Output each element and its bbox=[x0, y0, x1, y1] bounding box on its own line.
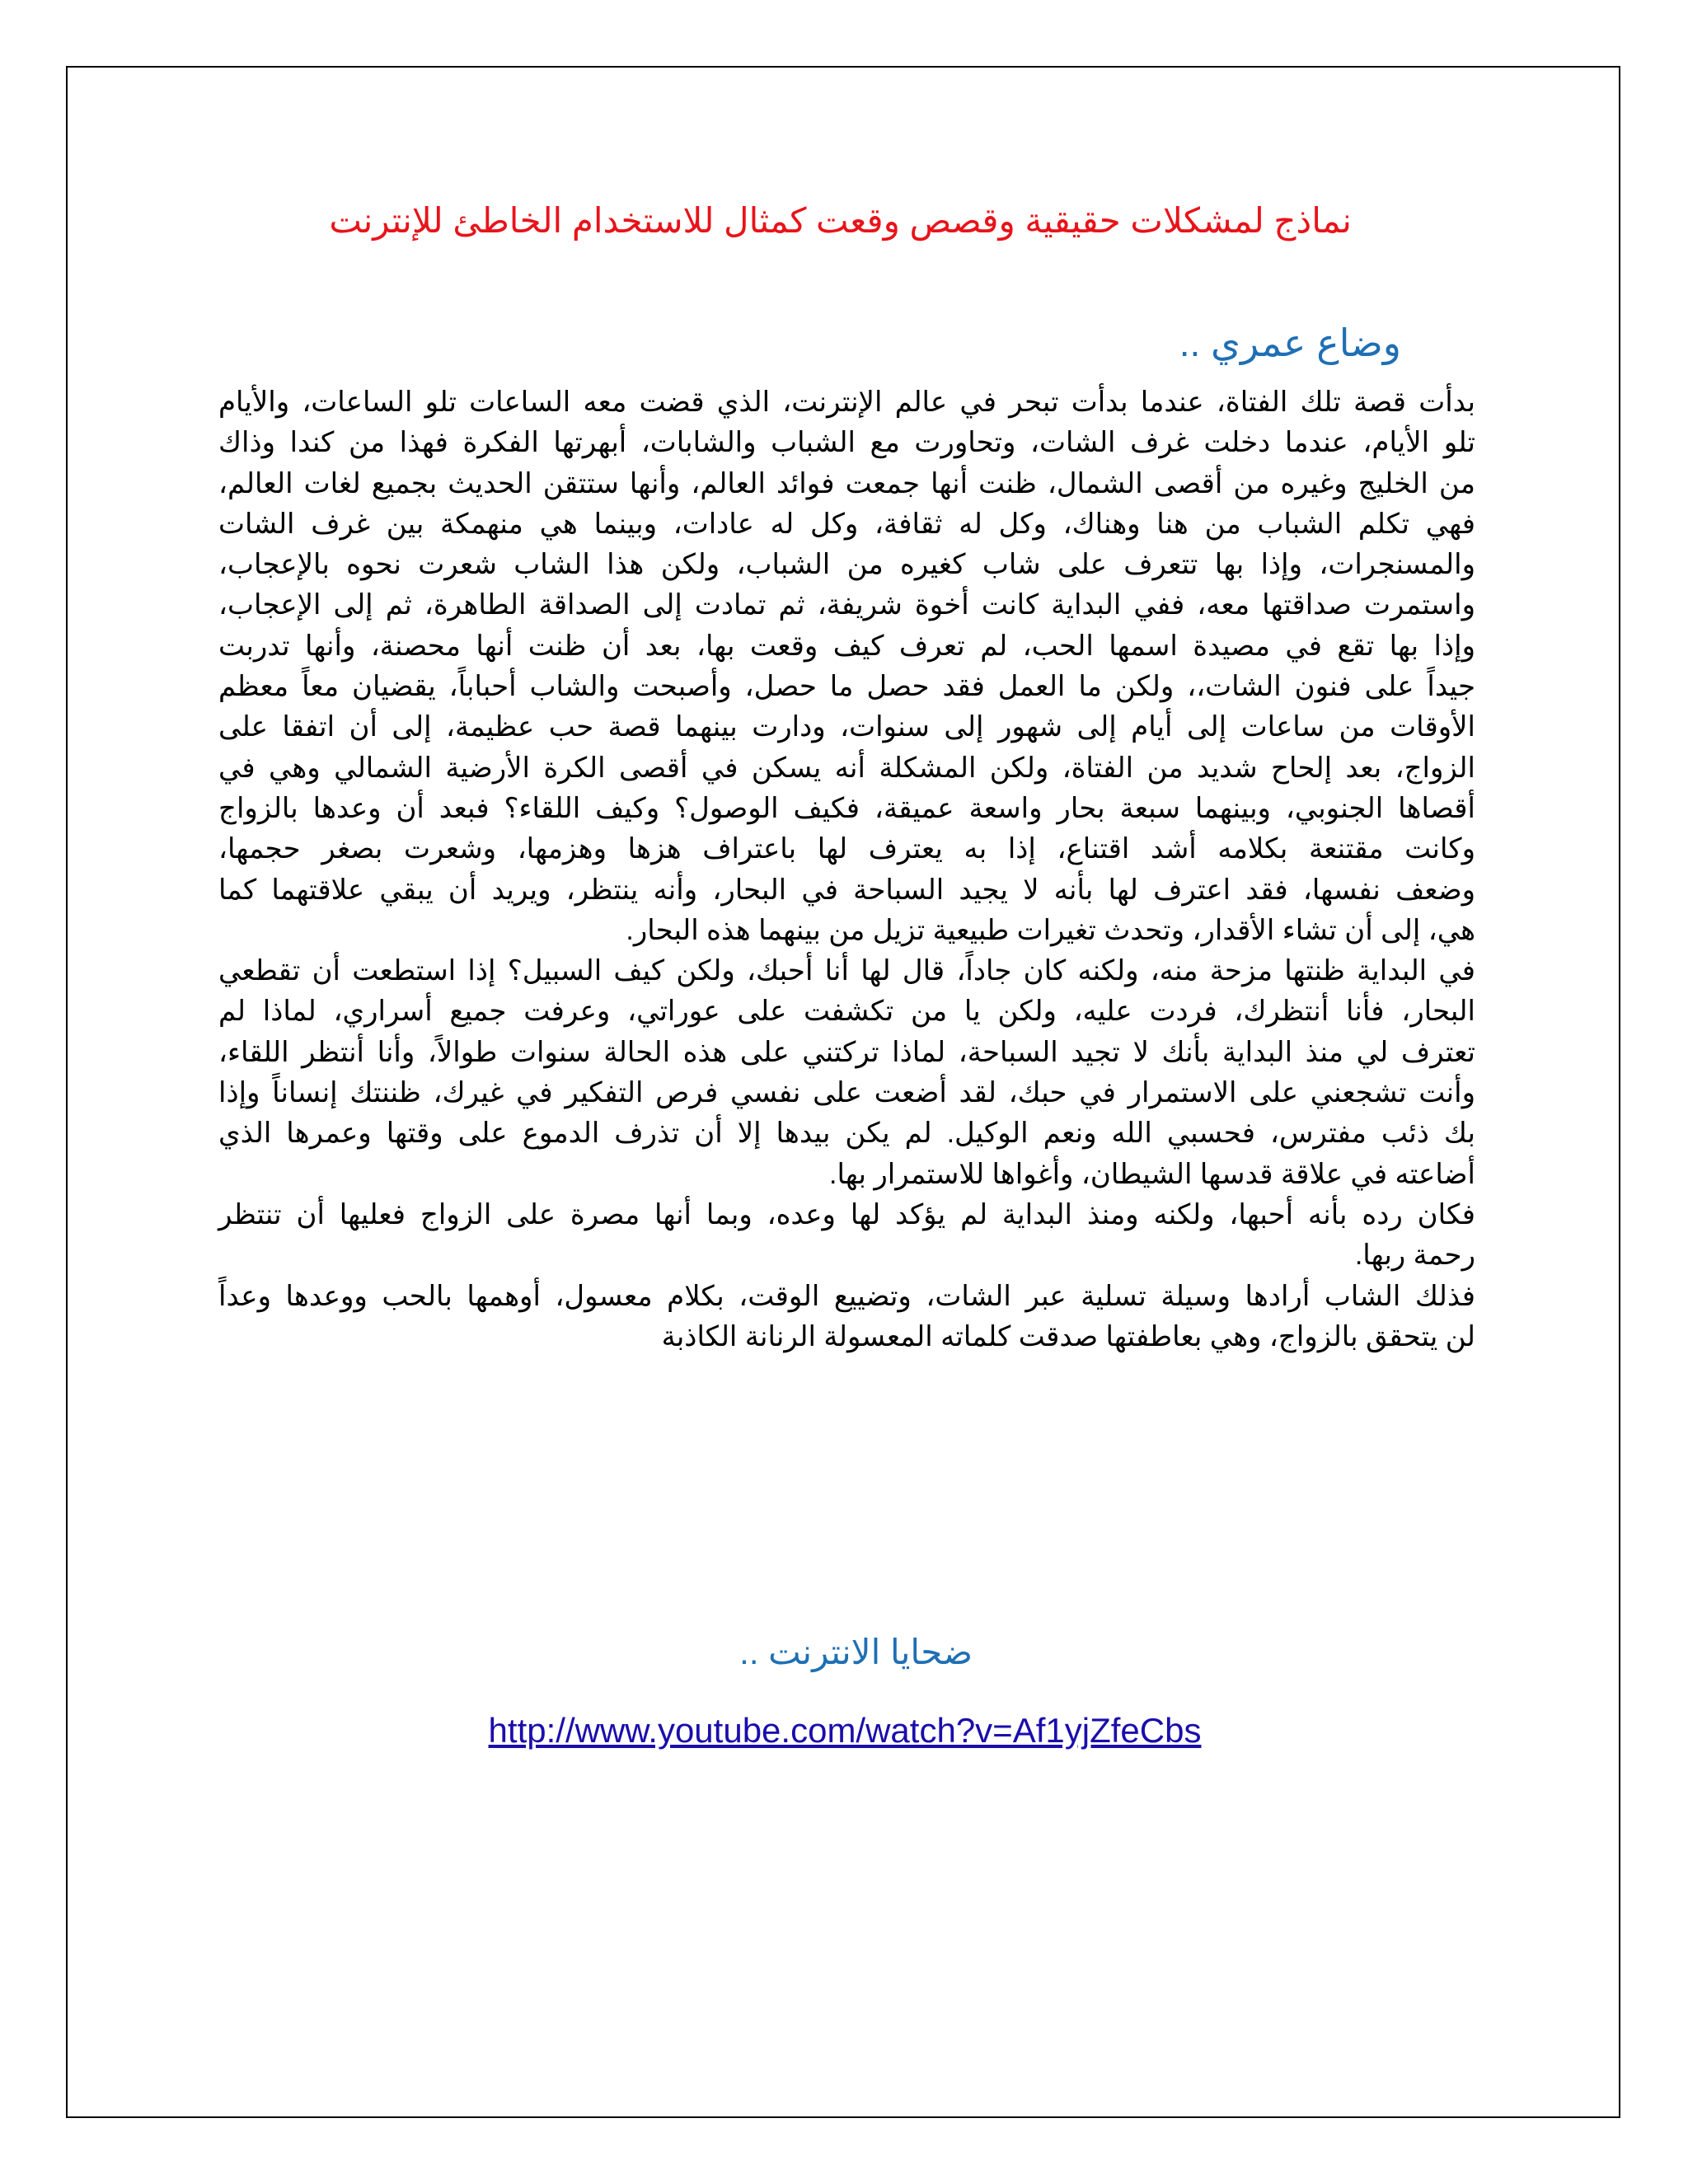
body-line: تلو الأيام، عندما دخلت غرف الشات، وتحاورت مع الشباب والشابات، أبهرتها الفكرة فهذا من كندا وذاك bbox=[218, 427, 1475, 459]
body-line: واستمرت صداقتها معه، ففي البداية كانت أخوة شريفة، ثم تمادت إلى الصداقة الطاهرة، ثم إلى الإعجاب، bbox=[218, 589, 1475, 621]
body-line: أقصاها الجنوبي، وبينهما سبعة بحار واسعة عميقة، فكيف الوصول؟ وكيف اللقاء؟ فبعد أن وعدها بالزواج bbox=[218, 792, 1475, 824]
document-title: نماذج لمشكلات حقيقية وقصص وقعت كمثال للاستخدام الخاطئ للإنترنت bbox=[329, 201, 1352, 240]
body-line: الأوقات من ساعات إلى أيام إلى شهور إلى سنوات، ودارت بينهما قصة حب عظيمة، إلى أن اتفقا على bbox=[218, 711, 1475, 743]
victims-heading: ضحايا الانترنت .. bbox=[739, 1633, 973, 1671]
body-line: لن يتحقق بالزواج، وهي بعاطفتها صدقت كلماته المعسولة الرنانة الكاذبة bbox=[661, 1320, 1475, 1352]
body-line: وكانت مقتنعة بكلامه أشد اقتناع، إذا به يعترف لها باعتراف هزها وهزمها، وشعرت بصغر حجمها، bbox=[218, 833, 1475, 865]
body-line: وأنت تشجعني على الاستمرار في حبك، لقد أضعت على نفسي فرص التفكير في غيرك، ظننتك إنساناً وإذا bbox=[218, 1077, 1475, 1109]
body-line: في البداية ظنتها مزحة منه، ولكنه كان جاداً، قال لها أنا أحبك، ولكن كيف السبيل؟ إذا استطعت أن تقطعي bbox=[218, 955, 1475, 987]
story-body bbox=[218, 382, 1475, 1357]
youtube-link[interactable]: http://www.youtube.com/watch?v=Af1yjZfeCbs bbox=[488, 1711, 1202, 1750]
body-line: تعترف لي منذ البداية بأنك لا تجيد السباحة، لماذا تركتني على هذه الحالة سنوات طوالاً، وأنا أنتظر اللقاء، bbox=[218, 1036, 1475, 1068]
body-line: الزواج، بعد إلحاح شديد من الفتاة، ولكن المشكلة أنه يسكن في أقصى الكرة الأرضية الشمالي وهي في bbox=[218, 752, 1475, 784]
body-line: جيداً على فنون الشات،، ولكن ما العمل فقد حصل ما حصل، وأصبحت والشاب أحباباً، يقضيان معاً معظم bbox=[218, 671, 1475, 703]
body-line: رحمة ربها. bbox=[1354, 1240, 1475, 1272]
body-line: بك ذئب مفترس، فحسبي الله ونعم الوكيل. لم يكن بيدها إلا أن تذرف الدموع على وقتها وعمرها الذي bbox=[218, 1118, 1475, 1150]
body-line: البحار، فأنا أنتظرك، فردت عليه، ولكن يا من تكشفت على عوراتي، وعرفت جميع أسراري، لماذا لم bbox=[218, 996, 1475, 1028]
body-line: هي، إلى أن تشاء الأقدار، وتحدث تغيرات طبيعية تزيل من بينهما هذه البحار. bbox=[626, 914, 1475, 946]
body-line: فكان رده بأنه أحبها، ولكنه ومنذ البداية لم يؤكد لها وعده، وبما أنها مصرة على الزواج فعليها أن تنتظر bbox=[218, 1198, 1475, 1230]
body-line: بدأت قصة تلك الفتاة، عندما بدأت تبحر في عالم الإنترنت، الذي قضت معه الساعات تلو الساعات، والأيام bbox=[218, 387, 1475, 418]
body-line: فهي تكلم الشباب من هنا وهناك، وكل له ثقافة، وكل له عادات، وبينما هي منهمكة بين غرف الشات bbox=[218, 508, 1475, 540]
body-line: والمسنجرات، وإذا بها تتعرف على شاب كغيره من الشباب، ولكن هذا الشاب شعرت نحوه بالإعجاب، bbox=[218, 549, 1475, 581]
body-line: من الخليج وغيره من أقصى الشمال، ظنت أنها جمعت فوائد العالم، وأنها ستتقن الحديث بجميع لغات العالم، bbox=[218, 467, 1475, 499]
body-line: فذلك الشاب أرادها وسيلة تسلية عبر الشات، وتضييع الوقت، بكلام معسول، أوهمها بالحب ووعدها وعداً bbox=[218, 1280, 1475, 1312]
body-line: وإذا بها تقع في مصيدة اسمها الحب، لم تعرف كيف وقعت بها، بعد أن ظنت أنها محصنة، وأنها تدربت bbox=[218, 630, 1476, 662]
body-line: أضاعته في علاقة قدسها الشيطان، وأغواها للاستمرار بها. bbox=[829, 1158, 1475, 1190]
story-heading: وضاع عمري .. bbox=[1179, 321, 1401, 364]
body-line: وضعف نفسها، فقد اعترف لها بأنه لا يجيد السباحة في البحار، وأنه ينتظر، ويريد أن يبقي علاقتهما كما bbox=[218, 874, 1475, 906]
